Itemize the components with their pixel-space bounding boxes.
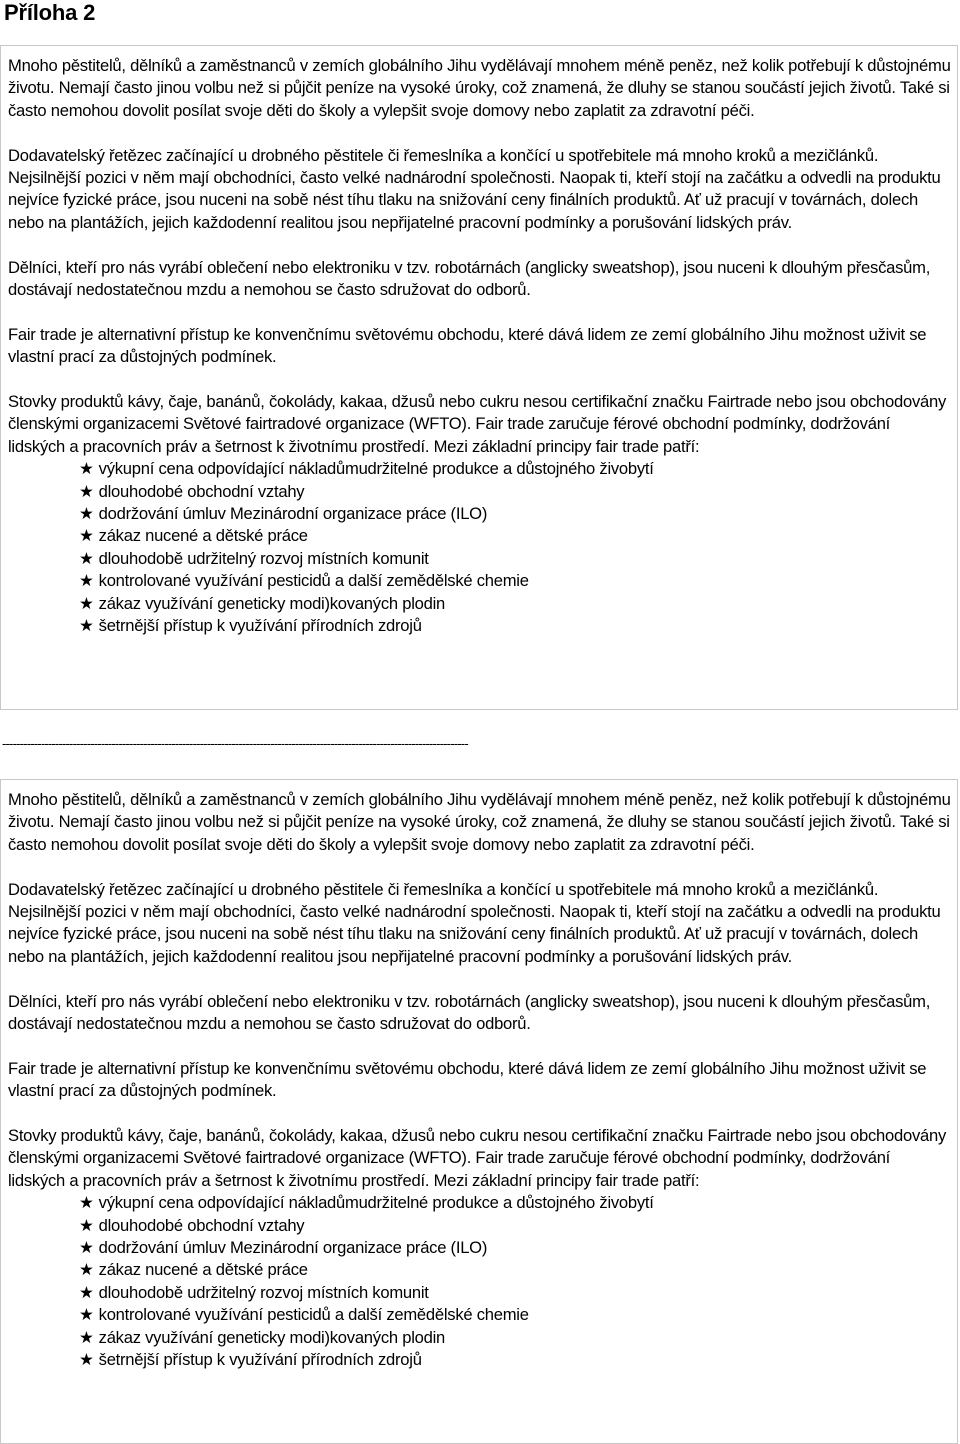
list-item-text: kontrolované využívání pesticidů a další zemědělské chemie [98,571,529,591]
list-item [79,570,951,592]
principles-list [8,1192,951,1371]
page-heading: Příloha 2 [4,0,96,25]
paragraph-fair-trade-definition: Fair trade je alternativní přístup ke konvenčnímu světovému obchodu, které dává lidem ze zemí globálního Jihu možnost uživit se vlastní prací za důstojných podmínek. [8,1058,927,1101]
paragraph-supply-chain: Dodavatelský řetězec začínající u drobného pěstitele či řemeslníka a končící u spotřebitele má mnoho kroků a mezičlánků. Nejsilnější pozici v něm mají obchodníci, často velké nadnárodní společnosti. Naopak ti, kteří stojí na začátku a odvedli na produktu nejvíce fyzické práce, jsou nuceni na sobě nést tíhu tlaku na snižování ceny finálních produktů. Ať už pracují v továrnách, dolech nebo na plantážích, jejich každodenní realitou jsou nepřijatelné pracovní podmínky a porušování lidských práv. [8,145,941,232]
paragraph-fairtrade-products: Stovky produktů kávy, čaje, banánů, čokolády, kakaa, džusů nebo cukru nesou certifikační značku Fairtrade nebo jsou obchodovány členskými organizacemi Světové fairtradové organizace (WFTO). Fair trade zaručuje férové obchodní podmínky, dodržování lidských a pracovních práv a šetrnost k životnímu prostředí. Mezi základní principy fair trade patří: [8,1126,947,1190]
paragraph-fairtrade-products: Stovky produktů kávy, čaje, banánů, čokolády, kakaa, džusů nebo cukru nesou certifikační značku Fairtrade nebo jsou obchodovány členskými organizacemi Světové fairtradové organizace (WFTO). Fair trade zaručuje férové obchodní podmínky, dodržování lidských a pracovních práv a šetrnost k životnímu prostředí. Mezi základní principy fair trade patří: [8,392,947,456]
star-icon: ★ [79,526,94,546]
paragraph-income: Mnoho pěstitelů, dělníků a zaměstnanců v zemích globálního Jihu vydělávají mnohem méně peněz, než kolik potřebují k důstojnému životu. Nemají často jinou volbu než si půjčit peníze na vysoké úroky, což znamená, že dluhy se stanou součástí jejich životů. Také si často nemohou dovolit posílat svoje děti do školy a vylepšit svoje domovy nebo zaplatit za zdravotní péči. [8,56,951,120]
star-icon: ★ [79,1215,94,1235]
list-item [79,1192,951,1214]
cut-line-separator: ------------------------------------------------------------------------------------------------------------------------------------ [2,736,468,751]
list-item-text: dlouhodobé obchodní vztahy [98,481,305,501]
text-box-1 [0,45,958,710]
star-icon: ★ [79,1193,94,1213]
list-item [79,1282,951,1304]
list-item-text: výkupní cena odpovídající nákladůmudržitelné produkce a důstojného živobytí [98,1193,654,1213]
list-item [79,1304,951,1326]
paragraph-fair-trade-definition: Fair trade je alternativní přístup ke konvenčnímu světovému obchodu, které dává lidem ze zemí globálního Jihu možnost uživit se vlastní prací za důstojných podmínek. [8,324,927,367]
list-item-text: zákaz využívání geneticky modi)kovaných plodin [98,1327,446,1347]
paragraph-supply-chain: Dodavatelský řetězec začínající u drobného pěstitele či řemeslníka a končící u spotřebitele má mnoho kroků a mezičlánků. Nejsilnější pozici v něm mají obchodníci, často velké nadnárodní společnosti. Naopak ti, kteří stojí na začátku a odvedli na produktu nejvíce fyzické práce, jsou nuceni na sobě nést tíhu tlaku na snižování ceny finálních produktů. Ať už pracují v továrnách, dolech nebo na plantážích, jejich každodenní realitou jsou nepřijatelné pracovní podmínky a porušování lidských práv. [8,879,941,966]
star-icon: ★ [79,481,94,501]
star-icon: ★ [79,548,94,568]
star-icon: ★ [79,1260,94,1280]
star-icon: ★ [79,1305,94,1325]
list-item-text: šetrnější přístup k využívání přírodních zdrojů [98,1350,422,1370]
star-icon: ★ [79,1327,94,1347]
list-item-text: dlouhodobě udržitelný rozvoj místních komunit [98,1282,429,1302]
list-item-text: dodržování úmluv Mezinárodní organizace práce (ILO) [98,1238,488,1258]
list-item-text: dodržování úmluv Mezinárodní organizace práce (ILO) [98,504,488,524]
list-item [79,548,951,570]
list-item [79,458,951,480]
star-icon: ★ [79,1282,94,1302]
list-item-text: zákaz nucené a dětské práce [98,526,308,546]
star-icon: ★ [79,1350,94,1370]
list-item-text: zákaz nucené a dětské práce [98,1260,308,1280]
text-box-2 [0,779,958,1444]
paragraph-sweatshops: Dělníci, kteří pro nás vyrábí oblečení nebo elektroniku v tzv. robotárnách (anglicky sweatshop), jsou nuceni k dlouhým přesčasům, dostávají nedostatečnou mzdu a nemohou se často sdružovat do odborů. [8,257,931,300]
list-item [79,1215,951,1237]
star-icon: ★ [79,593,94,613]
list-item [79,1237,951,1259]
star-icon: ★ [79,616,94,636]
list-item [79,481,951,503]
list-item-text: dlouhodobě udržitelný rozvoj místních komunit [98,548,429,568]
star-icon: ★ [79,571,94,591]
list-item [79,615,951,637]
list-item-text: šetrnější přístup k využívání přírodních zdrojů [98,616,422,636]
list-item [79,525,951,547]
star-icon: ★ [79,459,94,479]
list-item [79,1327,951,1349]
list-item [79,1259,951,1281]
paragraph-sweatshops: Dělníci, kteří pro nás vyrábí oblečení nebo elektroniku v tzv. robotárnách (anglicky sweatshop), jsou nuceni k dlouhým přesčasům, dostávají nedostatečnou mzdu a nemohou se často sdružovat do odborů. [8,991,931,1034]
list-item-text: dlouhodobé obchodní vztahy [98,1215,305,1235]
list-item [79,1349,951,1371]
list-item-text: výkupní cena odpovídající nákladůmudržitelné produkce a důstojného živobytí [98,459,654,479]
star-icon: ★ [79,504,94,524]
paragraph-income: Mnoho pěstitelů, dělníků a zaměstnanců v zemích globálního Jihu vydělávají mnohem méně peněz, než kolik potřebují k důstojnému životu. Nemají často jinou volbu než si půjčit peníze na vysoké úroky, což znamená, že dluhy se stanou součástí jejich životů. Také si často nemohou dovolit posílat svoje děti do školy a vylepšit svoje domovy nebo zaplatit za zdravotní péči. [8,790,951,854]
list-item [79,503,951,525]
list-item-text: zákaz využívání geneticky modi)kovaných plodin [98,593,446,613]
principles-list [8,458,951,637]
list-item-text: kontrolované využívání pesticidů a další zemědělské chemie [98,1305,529,1325]
list-item [79,593,951,615]
star-icon: ★ [79,1238,94,1258]
